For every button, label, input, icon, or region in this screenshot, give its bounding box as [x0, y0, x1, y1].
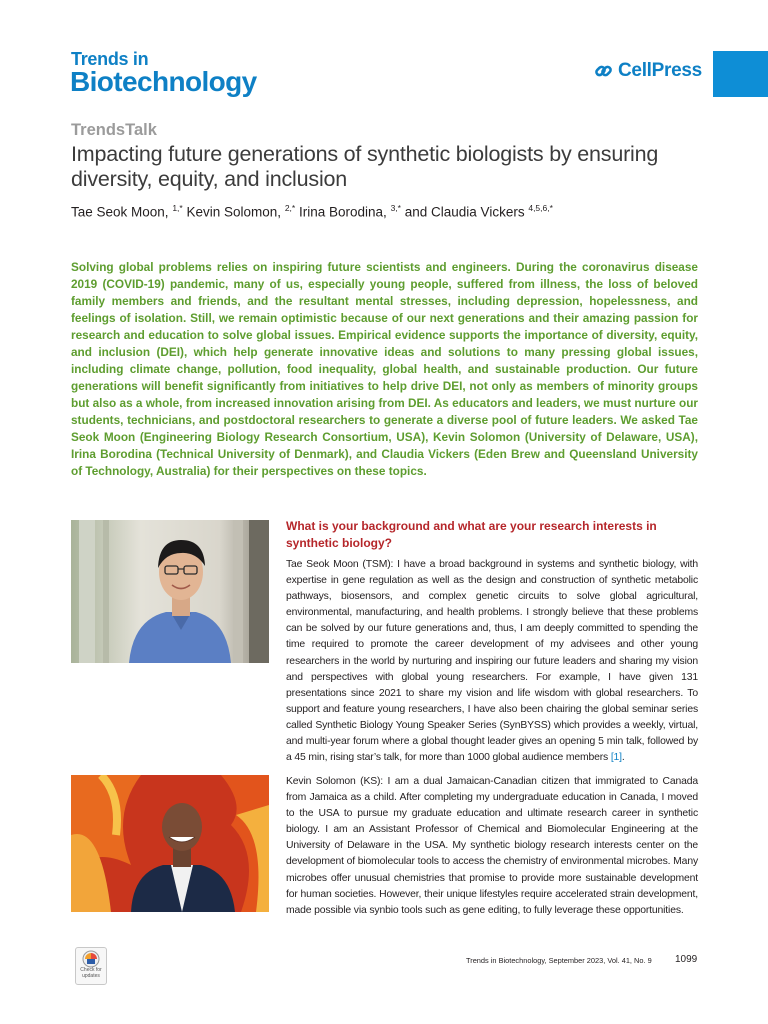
- cellpress-logo[interactable]: [594, 60, 702, 82]
- abstract: Solving global problems relies on inspiring future scientists and engineers. During the coronavirus disease 2019 (COVID-19) pandemic, many of us, especially young people, suffered from illness, the loss of beloved family members and friends, and the resultant mental stresses, including depression, hopelessness, and feelings of isolation. Still, we remain optimistic because of our next generations and their amazing passion for research and education to solve global issues. Empirical evidence supports the importance of diversity, equity, and inclusion (DEI), which help generate innovative ideas and solutions to many pressing global issues, including climate change, pollution, food inequality, global health, and sustainable production. Our future generations will benefit significantly from initiatives to help drive DEI, not only as members of minority groups but also as a whole, from increased innovation arising from DEI. As educators and leaders, we must nurture our students, technicians, and postdoctoral researchers to generate a diverse pool of future leaders. We asked Tae Seok Moon (Engineering Biology Research Consortium, USA), Kevin Solomon (University of Delaware, USA), Irina Borodina (Technical University of Denmark), and Claudia Vickers (Eden Brew and Queensland University of Technology, Australia) for their perspectives on these topics.: [71, 260, 698, 478]
- journal-name-line2: Biotechnology: [70, 66, 257, 97]
- answer-solomon: Kevin Solomon (KS): I am a dual Jamaican-Canadian citizen that immigrated to Canada from Jamaica as a child. After completing my undergraduate education in Canada, I moved to the USA to pursue my graduate education and ultimate research career in synthetic biology. I am an Assistant Professor of Chemical and Biomolecular Engineering at the University of Delaware in the USA. My synthetic biology research interests center on the development of biomolecular tools to access the chemistry of environmental microbes. Many microbes offer unusual chemistries that promise to provide more sustainable development for human societies. However, their unique lifestyles require accelerated strain development, made possible via synbio tools such as gene editing, to fully leverage these opportunities.: [286, 776, 698, 916]
- author-name: Tae Seok Moon,: [71, 204, 169, 220]
- author-list: [71, 203, 553, 220]
- author-name: Kevin Solomon,: [186, 204, 282, 220]
- answer-moon-text: Tae Seok Moon (TSM): I have a broad background in systems and synthetic biology, with expertise in gene regulation as well as the design and construction of synthetic metabolic pathways, biosensors, and complex genetic circuits to solve global agricultural, environmental, manufacturing, and health problems. I strongly believe that these problems can be solved by our future generations and, thus, I am deeply committed to spending the time required to promote the career development of my advisees and other young researchers in the world by nurturing and inspiring our future leaders and sharing my vision and perspectives with global young researchers. For example, I have given 131 presentations since 2021 to share my vision and life wisdom with global researchers. To support and feature young researchers, I have also been chairing the global seminar series called Synthetic Biology Young Speaker Series (SynBYSS) which provides a weekly, virtual, and multi-year forum where a global thought leader gives an opening 5 min talk, followed by a 45 min, rising star’s talk, for more than 1000 global audience members: [286, 559, 698, 764]
- author-affiliation: 1,*: [172, 203, 183, 213]
- check-for-updates-icon: [82, 950, 100, 968]
- footer-citation: Trends in Biotechnology, September 2023, Vol. 41, No. 9: [466, 956, 652, 965]
- check-for-updates-badge[interactable]: [75, 947, 107, 985]
- page-number: 1099: [675, 954, 698, 965]
- answer-moon: [286, 557, 698, 766]
- cellpress-logo-icon: [594, 61, 614, 81]
- author-affiliation: 4,5,6,*: [528, 203, 553, 213]
- article-title: Impacting future generations of synthetic biologists by ensuring diversity, equity, and inclusion: [71, 142, 659, 191]
- interview-question: What is your background and what are your research interests in synthetic biology?: [286, 519, 657, 550]
- check-for-updates-label: Check for updates: [80, 967, 102, 979]
- answer-moon-end: .: [621, 752, 625, 764]
- section-label: TrendsTalk: [71, 121, 157, 139]
- author-affiliation: 3,*: [390, 203, 401, 213]
- journal-name-line1: Trends in: [71, 49, 149, 69]
- header-blue-tab: [713, 51, 768, 97]
- author-photo-moon: [71, 520, 269, 663]
- publisher-name: CellPress: [618, 60, 702, 81]
- author-name: Irina Borodina,: [299, 204, 387, 220]
- author-photo-solomon: [71, 775, 269, 912]
- reference-link[interactable]: [1]: [610, 752, 622, 764]
- author-affiliation: 2,*: [284, 203, 296, 213]
- author-name: and Claudia Vickers: [404, 204, 525, 220]
